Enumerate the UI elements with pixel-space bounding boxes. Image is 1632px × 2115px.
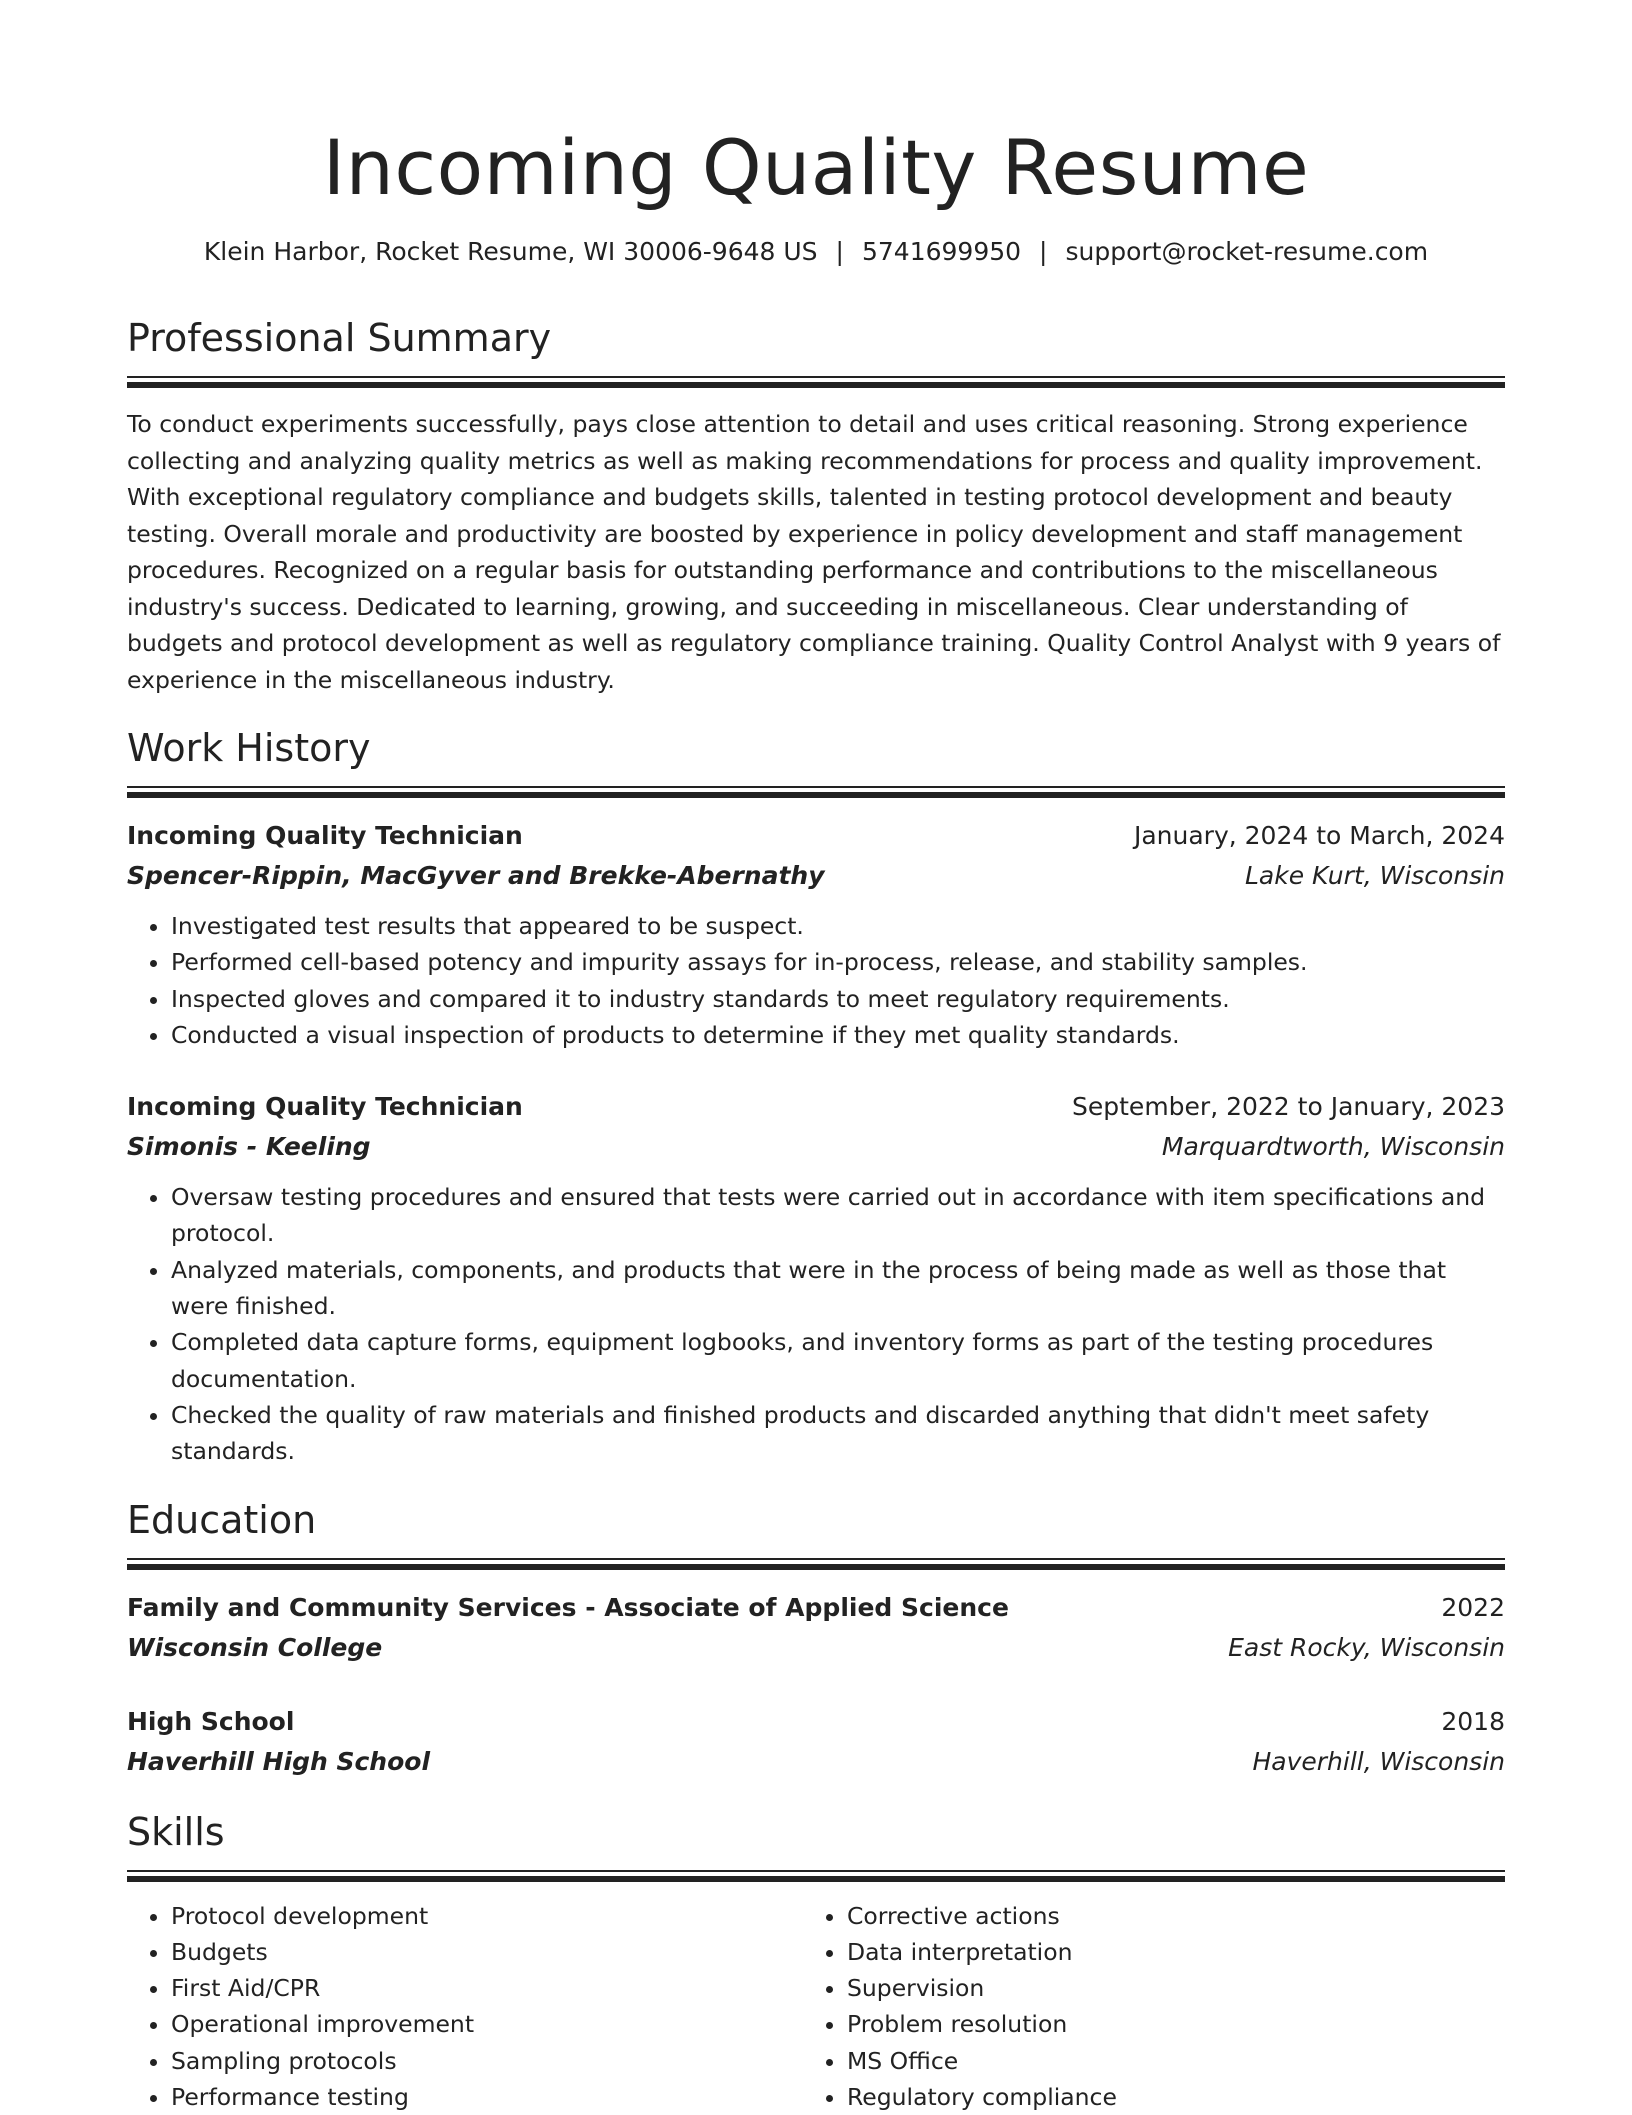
list-item: • Conducted a visual inspection of products to determine if they met quality standards. <box>171 1017 1505 1053</box>
section-divider <box>127 376 1505 388</box>
section-divider <box>127 1870 1505 1882</box>
skills-list-left <box>127 1898 803 2115</box>
job-entry <box>127 1087 1505 1469</box>
list-item: • Problem resolution <box>847 2006 1479 2042</box>
education-heading: Education <box>127 1497 317 1542</box>
contact-email: support@rocket-resume.com <box>1065 237 1429 266</box>
education-school: Wisconsin College <box>127 1632 383 1662</box>
list-item: • MS Office <box>847 2043 1479 2079</box>
education-section <box>127 1496 1505 1782</box>
list-item: • First Aid/CPR <box>171 1970 803 2006</box>
job-header-row <box>127 1087 1505 1127</box>
job-entry <box>127 816 1505 1053</box>
job-company-row <box>127 1127 1505 1167</box>
job-bullets <box>127 1179 1505 1469</box>
contact-line <box>127 234 1505 270</box>
list-item: • Analyzed materials, components, and products that were in the process of being made as well as those that were finished. <box>171 1252 1505 1325</box>
list-item: • Regulatory compliance <box>847 2079 1479 2115</box>
education-header-row <box>127 1702 1505 1742</box>
education-header-row <box>127 1588 1505 1628</box>
list-item: • Completed data capture forms, equipment logbooks, and inventory forms as part of the testing procedures documentation. <box>171 1324 1505 1397</box>
contact-phone: 5741699950 <box>861 237 1022 266</box>
summary-text: To conduct experiments successfully, pays close attention to detail and uses critical reasoning. Strong experience collecting and analyzing quality metrics as well as making recommendations for process and quality improvement. With exceptional regulatory compliance and budgets skills, talented in testing protocol development and beauty testing. Overall morale and productivity are boosted by experience in policy development and staff management procedures. Recognized on a regular basis for outstanding performance and contributions to the miscellaneous industry's success. Dedicated to learning, growing, and succeeding in miscellaneous. Clear understanding of budgets and protocol development as well as regulatory compliance training. Quality Control Analyst with 9 years of experience in the miscellaneous industry. <box>127 410 1501 694</box>
section-divider <box>127 786 1505 798</box>
job-dates: January, 2024 to March, 2024 <box>1133 821 1505 850</box>
job-company: Spencer-Rippin, MacGyver and Brekke-Abernathy <box>127 861 825 890</box>
job-company-row <box>127 856 1505 896</box>
list-item: • Performance testing <box>171 2079 803 2115</box>
job-company: Simonis - Keeling <box>127 1132 371 1162</box>
work-history-section <box>127 724 1505 1470</box>
education-degree: Family and Community Services - Associate of Applied Science <box>127 1592 1009 1622</box>
list-item: • Inspected gloves and compared it to industry standards to meet regulatory requirements. <box>171 981 1505 1017</box>
education-degree: High School <box>127 1706 295 1736</box>
skills-columns <box>127 1898 1505 2115</box>
summary-section <box>127 314 1505 698</box>
contact-address: Klein Harbor, Rocket Resume, WI 30006-9648 US <box>203 237 818 266</box>
list-item: • Sampling protocols <box>171 2043 803 2079</box>
list-item: • Data interpretation <box>847 1934 1479 1970</box>
job-title: Incoming Quality Technician <box>127 1092 523 1122</box>
education-entry <box>127 1588 1505 1668</box>
list-item: • Protocol development <box>171 1898 803 1934</box>
section-divider <box>127 1558 1505 1570</box>
list-item: • Budgets <box>171 1934 803 1970</box>
list-item: • Checked the quality of raw materials and finished products and discarded anything that didn't meet safety standards. <box>171 1397 1505 1470</box>
job-title: Incoming Quality Technician <box>127 821 523 850</box>
education-school: Haverhill High School <box>127 1746 431 1776</box>
education-year: 2018 <box>1441 1706 1505 1736</box>
job-bullets <box>127 908 1505 1053</box>
job-header-row <box>127 816 1505 856</box>
contact-separator: | <box>835 237 844 266</box>
job-location: Marquardtworth, Wisconsin <box>1161 1132 1505 1162</box>
job-dates: September, 2022 to January, 2023 <box>1072 1092 1505 1122</box>
list-item: • Corrective actions <box>847 1898 1479 1934</box>
list-item: • Operational improvement <box>171 2006 803 2042</box>
education-year: 2022 <box>1441 1592 1505 1622</box>
summary-heading: Professional Summary <box>127 316 552 360</box>
education-entry <box>127 1702 1505 1782</box>
skills-section <box>127 1808 1505 2115</box>
education-location: Haverhill, Wisconsin <box>1252 1746 1505 1776</box>
education-location: East Rocky, Wisconsin <box>1228 1632 1505 1662</box>
work-history-heading: Work History <box>127 726 371 770</box>
contact-separator: | <box>1039 237 1048 266</box>
education-school-row <box>127 1628 1505 1668</box>
education-school-row <box>127 1742 1505 1782</box>
skills-heading: Skills <box>127 1809 225 1854</box>
skills-list-right <box>803 1898 1479 2115</box>
resume-title: Incoming Quality Resume <box>322 123 1310 212</box>
list-item: • Performed cell-based potency and impurity assays for in-process, release, and stability samples. <box>171 944 1505 980</box>
list-item: • Oversaw testing procedures and ensured that tests were carried out in accordance with item specifications and protocol. <box>171 1179 1505 1252</box>
job-location: Lake Kurt, Wisconsin <box>1245 861 1505 890</box>
list-item: • Investigated test results that appeared to be suspect. <box>171 908 1505 944</box>
list-item: • Supervision <box>847 1970 1479 2006</box>
